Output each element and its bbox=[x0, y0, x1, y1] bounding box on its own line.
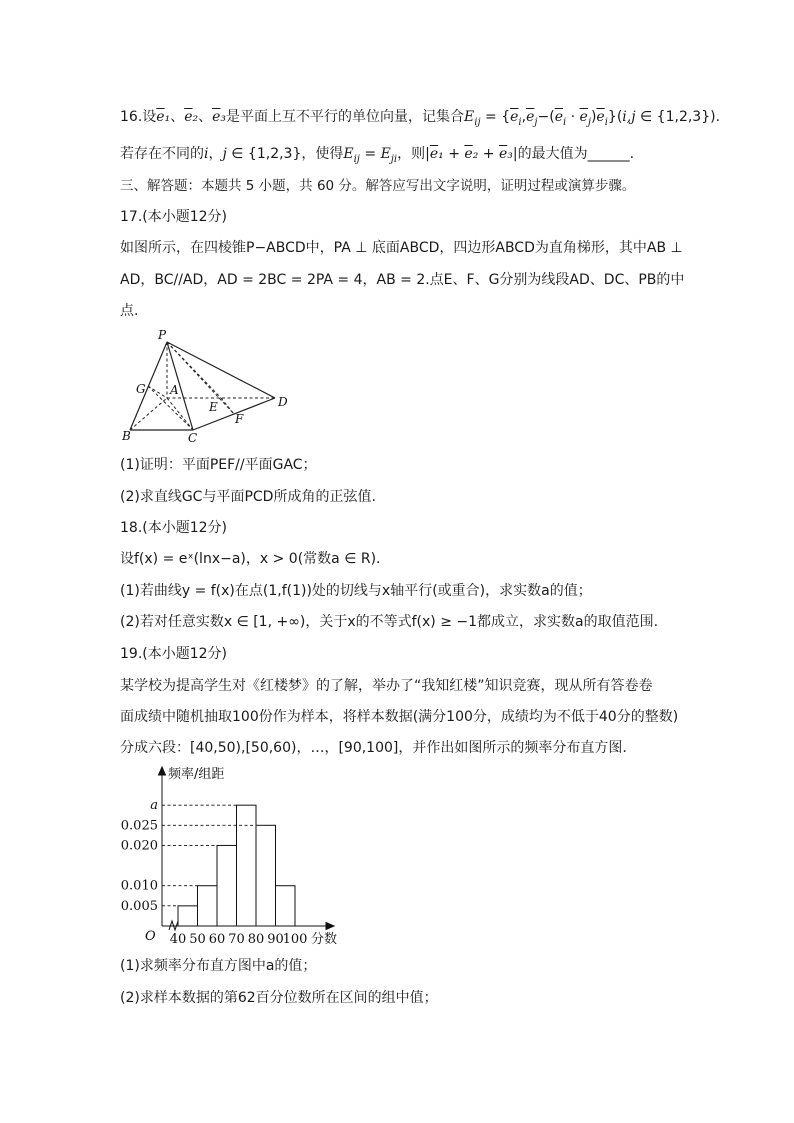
q18-line1: 设f(x) = eˣ(lnx−a)，x > 0(常数a ∈ R). bbox=[120, 551, 381, 567]
q19-header: 19.(本小题12分) bbox=[120, 646, 228, 662]
q17-line2: AD，BC//AD，AD = 2BC = 2PA = 4，AB = 2.点E、F、G分别为线段AD、DC、PB的中 bbox=[120, 272, 685, 288]
q19-line2: 面成绩中随机抽取100份作为样本，将样本数据(满分100分，成绩均为不低于40分的整数) bbox=[120, 709, 679, 725]
q17-part1: (1)证明：平面PEF//平面GAC； bbox=[120, 457, 317, 473]
label-D: D bbox=[278, 395, 288, 409]
q19-part2: (2)求样本数据的第62百分位数所在区间的组中值； bbox=[120, 990, 438, 1006]
edge-AC bbox=[167, 398, 193, 430]
q17-header: 17.(本小题12分) bbox=[120, 209, 228, 225]
q16-line2: 若存在不同的i，j ∈ {1,2,3}，使得$E_{ij} = E_{ji}$，则$|\overline{e}_1 + \overline{e}_2 + \overline{e}_3|$的最大值为______. bbox=[120, 146, 635, 165]
origin-label: O bbox=[145, 929, 156, 944]
label-A: A bbox=[170, 383, 179, 397]
y-axis-arrow bbox=[159, 767, 166, 775]
q19-part1: (1)求频率分布直方图中a的值； bbox=[120, 958, 317, 974]
label-E: E bbox=[209, 400, 218, 414]
label-P: P bbox=[158, 328, 167, 342]
label-F: F bbox=[235, 412, 244, 426]
x-tick-label: 80 bbox=[247, 932, 265, 947]
x-axis-label: 分数 bbox=[311, 932, 338, 947]
y-tick-label: 0.025 bbox=[120, 818, 158, 834]
axis-break-icon bbox=[169, 921, 178, 930]
edge-CD bbox=[193, 398, 275, 430]
q19-line1: 某学校为提高学生对《红楼梦》的了解，举办了“我知红楼”知识竞赛，现从所有答卷卷 bbox=[120, 678, 653, 694]
x-tick-label: 40 bbox=[169, 932, 187, 947]
frequency-histogram bbox=[115, 762, 355, 947]
y-tick-label: 0.005 bbox=[120, 898, 158, 914]
section3-heading: 三、解答题：本题共 5 小题，共 60 分。解答应写出文字说明，证明过程或演算步骤。 bbox=[120, 178, 636, 194]
y-tick-label: a bbox=[150, 798, 158, 814]
label-G: G bbox=[136, 382, 146, 396]
q19-line3: 分成六段：[40,50),[50,60)，…，[90,100]，并作出如图所示的频率分布直方图. bbox=[120, 740, 627, 756]
histogram-bar bbox=[237, 805, 257, 926]
x-tick-label: 50 bbox=[189, 932, 206, 947]
pyramid-figure bbox=[115, 325, 295, 445]
histogram-bar bbox=[276, 886, 296, 926]
edge-BA bbox=[130, 398, 167, 430]
x-tick-label: 90 bbox=[267, 932, 284, 947]
x-axis-arrow bbox=[326, 923, 334, 930]
y-axis-label: 频率/组距 bbox=[168, 767, 225, 782]
label-B: B bbox=[122, 429, 131, 443]
histogram-bar bbox=[256, 825, 276, 926]
y-tick-label: 0.020 bbox=[120, 838, 158, 854]
q17-line1: 如图所示，在四棱锥P−ABCD中，PA ⊥ 底面ABCD，四边形ABCD为直角梯形，其中AB ⊥ bbox=[120, 240, 683, 256]
q18-part2: (2)若对任意实数x ∈ [1, +∞)，关于x的不等式f(x) ≥ −1都成立，求实数a的取值范围. bbox=[120, 614, 659, 630]
x-tick-label: 60 bbox=[208, 932, 226, 947]
segment-GA bbox=[148, 386, 167, 398]
q16-line1: 16.设$\overline{e}_1$、$\overline{e}_2$、$\overline{e}_3$是平面上互不平行的单位向量，记集合$E_{ij} = \{\overline{e}_i,\overline{e}_j-(\overline{e}_i \cdot \overline{e}_j)\overline{e}_i\}(i,j$ ∈ {1,2,3}). bbox=[120, 109, 721, 128]
histogram-bar bbox=[217, 845, 237, 926]
x-tick-label: 100 bbox=[282, 932, 308, 947]
q18-part1: (1)若曲线y = f(x)在点(1,f(1))处的切线与x轴平行(或重合)，求实数a的值； bbox=[120, 583, 592, 599]
q18-header: 18.(本小题12分) bbox=[120, 520, 228, 536]
x-tick-label: 70 bbox=[228, 932, 245, 947]
label-C: C bbox=[188, 431, 198, 445]
q17-part2: (2)求直线GC与平面PCD所成角的正弦值. bbox=[120, 489, 376, 505]
histogram-bar bbox=[178, 906, 198, 926]
q17-line3: 点. bbox=[120, 303, 139, 319]
segment-EF bbox=[221, 398, 234, 414]
histogram-bar bbox=[198, 886, 218, 926]
y-tick-label: 0.010 bbox=[120, 878, 158, 894]
edge-PD bbox=[167, 342, 275, 398]
